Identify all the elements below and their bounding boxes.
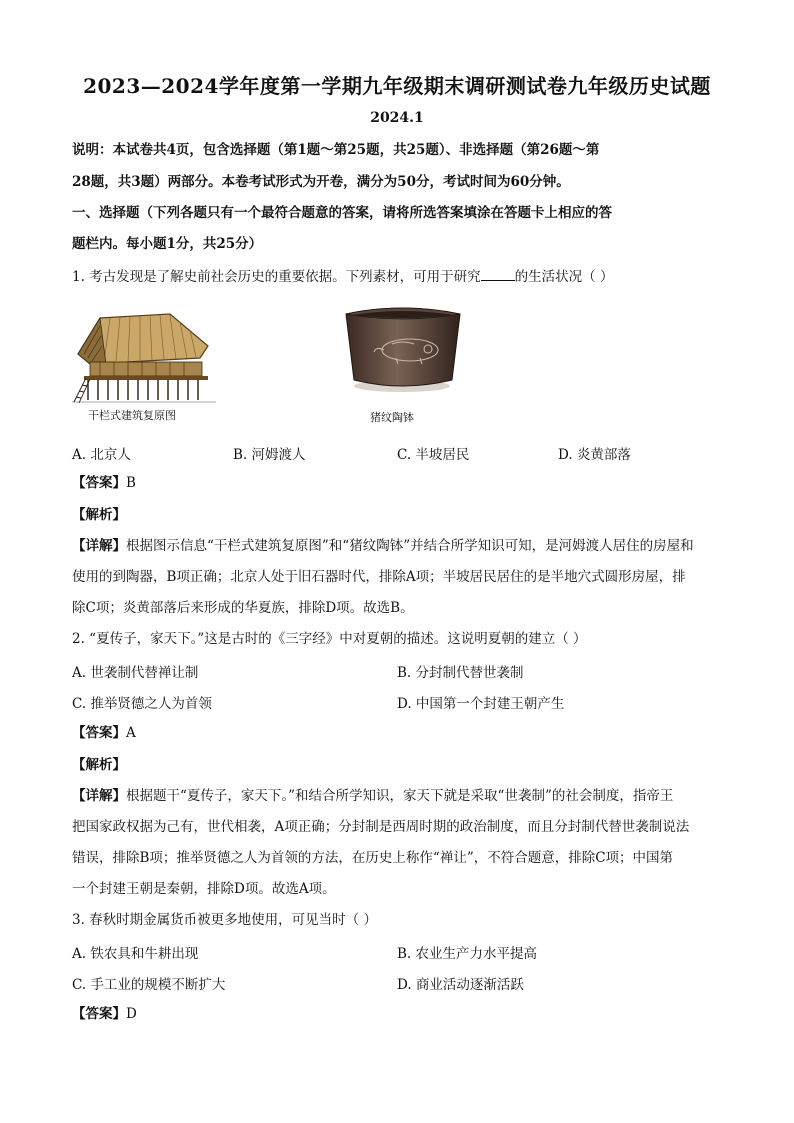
question-3-stem: 3. 春秋时期金属货币被更多地使用，可见当时（ ）: [72, 912, 377, 928]
answer-value: B: [126, 475, 136, 491]
instructions-line-1: 说明：本试卷共4页，包含选择题（第1题～第25题，共25题）、非选择题（第26题～第: [72, 142, 600, 158]
section-heading-line-1: 一、选择题（下列各题只有一个最符合题意的答案，请将所选答案填涂在答题卡上相应的答: [72, 205, 612, 221]
question-2-analysis-label: 【解析】: [72, 757, 126, 773]
detail-text: 根据题干“夏传子，家天下。”和结合所学知识，家天下就是采取“世袭制”的社会制度，指帝王: [126, 788, 674, 804]
section-heading-line-2: 题栏内。每小题1分，共25分）: [72, 236, 263, 252]
question-3-option-d: D. 商业活动逐渐活跃: [397, 977, 524, 993]
question-1-analysis-label: 【解析】: [72, 507, 126, 523]
question-2-answer: [72, 723, 722, 743]
instructions-line-2: 28题，共3题）两部分。本卷考试形式为开卷，满分为50分，考试时间为60分钟。: [72, 174, 570, 190]
question-1-option-d: D. 炎黄部落: [558, 447, 631, 463]
detail-label: 【详解】: [72, 788, 126, 804]
stilt-house-caption: 干栏式建筑复原图: [88, 409, 176, 422]
question-1-detail-line-1: [72, 536, 722, 556]
question-1-option-b: B. 河姆渡人: [233, 447, 306, 463]
page-title: 2023—2024学年度第一学期九年级期末调研测试卷九年级历史试题: [83, 74, 711, 98]
pottery-bowl-figure: [340, 300, 465, 395]
question-1-stem-after: 的生活状况（ ）: [514, 269, 614, 285]
question-2-option-d: D. 中国第一个封建王朝产生: [397, 696, 565, 712]
question-2-option-c: C. 推举贤德之人为首领: [72, 696, 212, 712]
pottery-bowl-illustration: [340, 300, 465, 395]
detail-text: 根据图示信息“干栏式建筑复原图”和“猪纹陶钵”并结合所学知识可知，是河姆渡人居住的房屋和: [126, 538, 694, 554]
question-1-option-c: C. 半坡居民: [397, 447, 470, 463]
question-2-stem: 2. “夏传子，家天下。”这是古时的《三字经》中对夏朝的描述。这说明夏朝的建立（ ）: [72, 631, 587, 647]
question-2-detail-line-3: 错误，排除B项；推举贤德之人为首领的方法，在历史上称作“禅让”，不符合题意，排除C项；中国第: [72, 850, 674, 866]
question-1-detail-line-2: 使用的到陶器，B项正确；北京人处于旧石器时代，排除A项；半坡居民居住的是半地穴式圆形房屋，排: [72, 569, 686, 585]
question-1-answer: [72, 473, 722, 493]
pottery-bowl-caption: 猪纹陶钵: [370, 411, 414, 424]
question-3-option-c: C. 手工业的规模不断扩大: [72, 977, 226, 993]
question-1-detail-line-3: 除C项；炎黄部落后来形成的华夏族，排除D项。故选B。: [72, 600, 414, 616]
question-2-option-b: B. 分封制代替世袭制: [397, 665, 524, 681]
stilt-house-figure: [70, 306, 220, 406]
question-2-option-a: A. 世袭制代替禅让制: [72, 665, 199, 681]
answer-label: 【答案】: [72, 1006, 126, 1022]
question-3-option-a: A. 铁农具和牛耕出现: [72, 946, 199, 962]
answer-value: A: [126, 725, 136, 741]
detail-label: 【详解】: [72, 538, 126, 554]
stilt-house-illustration: [70, 306, 220, 406]
answer-value: D: [126, 1006, 137, 1022]
question-3-option-b: B. 农业生产力水平提高: [397, 946, 538, 962]
question-1-blank: [481, 266, 515, 281]
question-2-detail-line-1: [72, 786, 722, 806]
answer-label: 【答案】: [72, 475, 126, 491]
question-2-detail-line-4: 一个封建王朝是秦朝，排除D项。故选A项。: [72, 881, 336, 897]
question-2-detail-line-2: 把国家政权据为己有，世代相袭，A项正确；分封制是西周时期的政治制度，而且分封制代替世袭制说法: [72, 819, 690, 835]
answer-label: 【答案】: [72, 725, 126, 741]
question-1-stem-before: 1. 考古发现是了解史前社会历史的重要依据。下列素材，可用于研究: [72, 269, 481, 285]
question-1-option-a: A. 北京人: [72, 447, 131, 463]
question-1-stem: [72, 266, 722, 287]
question-3-answer: [72, 1004, 722, 1024]
exam-date: 2024.1: [370, 110, 424, 126]
